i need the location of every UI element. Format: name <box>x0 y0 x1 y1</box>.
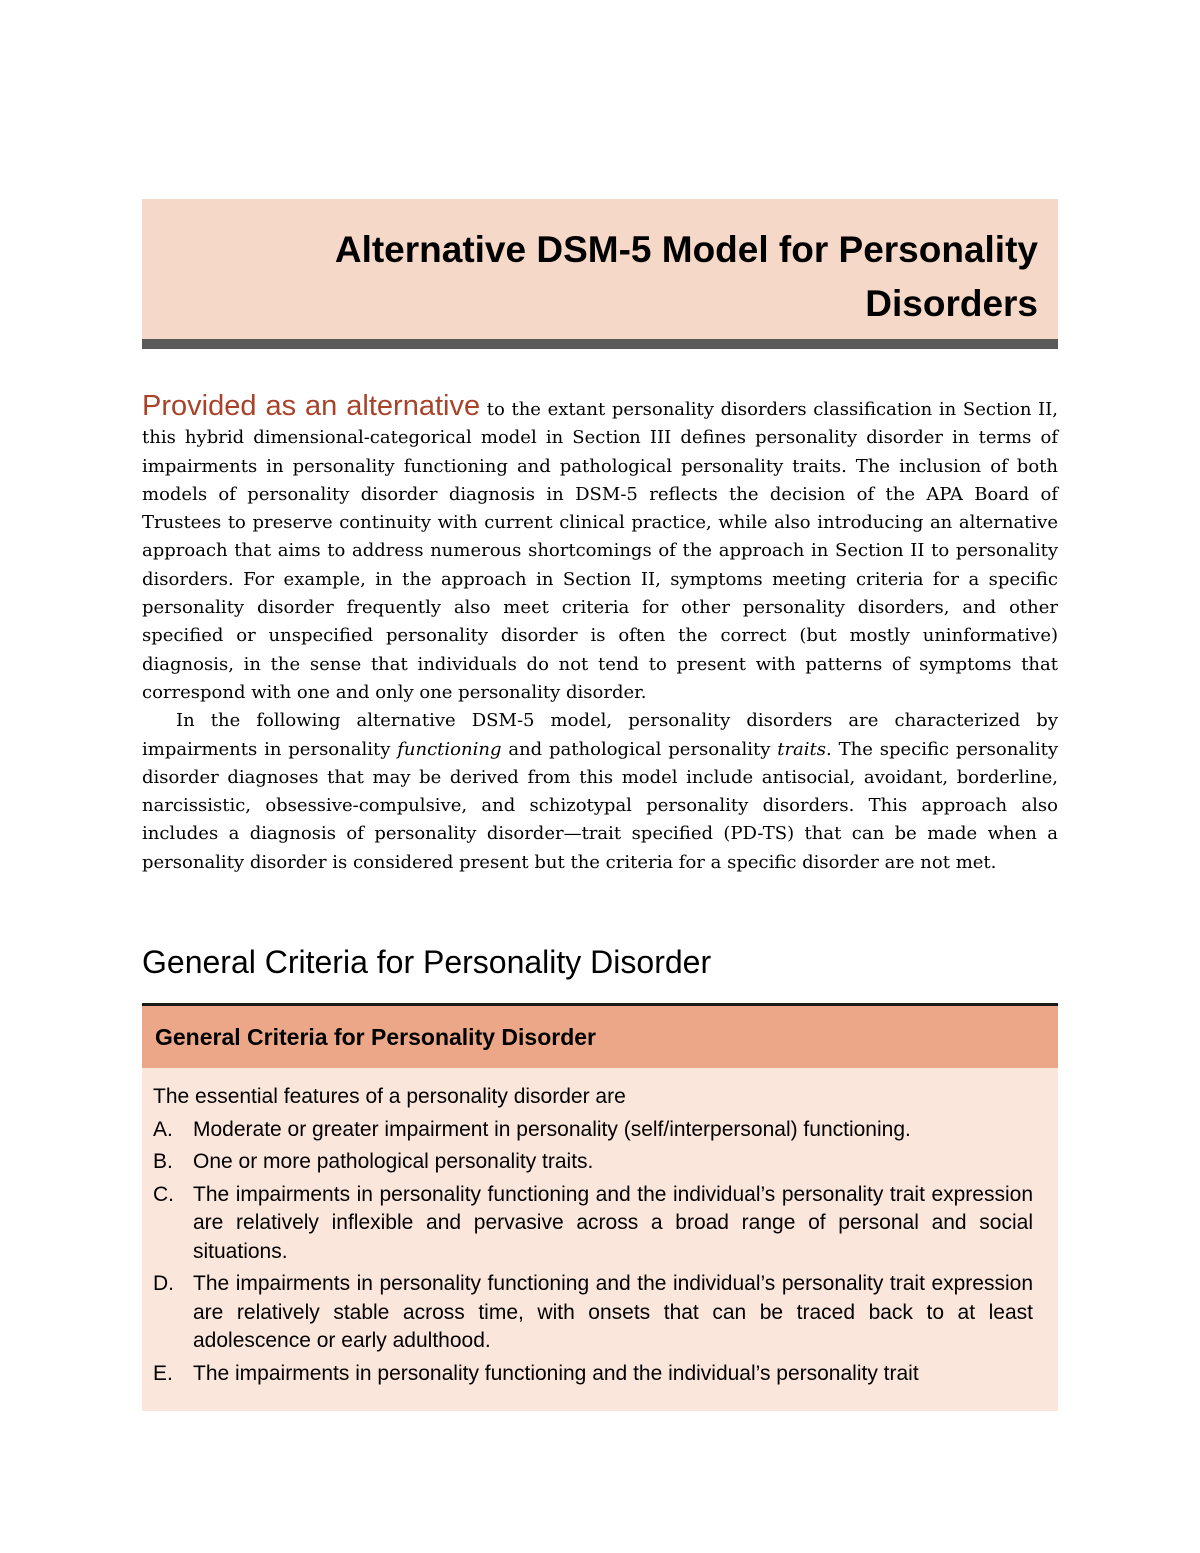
criteria-header <box>142 1006 1058 1068</box>
body-text <box>142 392 1058 877</box>
paragraph-2 <box>142 707 1058 877</box>
title-band <box>142 199 1058 339</box>
criterion-b <box>153 1148 1033 1177</box>
page-title <box>178 223 1038 331</box>
criterion-letter: D. <box>153 1272 174 1295</box>
criterion-text: The impairments in personality functioning and the individual’s personality trait <box>193 1361 919 1385</box>
page-title-line-2: Disorders <box>865 283 1038 324</box>
criterion-a <box>153 1116 1033 1145</box>
paragraph-1-text: to the extant personality disorders classification in Section II, this hybrid dimensional-categorical model in Section III defines personality disorder in terms of impairments in personality functioning and pathological personality traits. The inclusion of both models of personality disorder diagnosis in DSM-5 reflects the decision of the APA Board of Trustees to preserve continuity with current clinical practice, while also introducing an alternative approach that aims to address numerous shortcomings of the approach in Section II to personality disorders. For example, in the approach in Section II, symptoms meeting criteria for a specific personality disorder frequently also meet criteria for other personality disorders, and other specified or unspecified personality disorder is often the correct (but mostly uninformative) diagnosis, in the sense that individuals do not tend to present with patterns of symptoms that correspond with one and only one personality disorder. <box>142 399 1058 703</box>
criteria-box <box>142 1003 1058 1411</box>
criterion-c <box>153 1181 1033 1267</box>
criteria-body <box>153 1083 1033 1392</box>
criterion-e <box>153 1360 1033 1389</box>
title-rule <box>142 339 1058 349</box>
paragraph-2-part-c: . The specific personality disorder diagnoses that may be derived from this model include antisocial, avoidant, borderline, narcissistic, obsessive-compulsive, and schizotypal personality disorders. This approach also includes a diagnosis of personality disorder—trait specified (PD-TS) that can be made when a personality disorder is considered present but the criteria for a specific disorder are not met. <box>142 738 1058 873</box>
criterion-text: Moderate or greater impairment in personality (self/interpersonal) functioning. <box>193 1117 911 1141</box>
criterion-text: One or more pathological personality traits. <box>193 1150 594 1173</box>
page-title-line-1: Alternative DSM-5 Model for Personality <box>334 229 1038 270</box>
criterion-d <box>153 1270 1033 1356</box>
criterion-letter: E. <box>153 1361 173 1385</box>
emphasis-traits: traits <box>777 738 827 760</box>
criterion-letter: B. <box>153 1150 173 1173</box>
section-heading: General Criteria for Personality Disorder <box>142 944 712 980</box>
criteria-intro: The essential features of a personality disorder are <box>153 1085 626 1108</box>
criterion-letter: A. <box>153 1117 173 1141</box>
criteria-header-title: General Criteria for Personality Disorder <box>155 1024 596 1050</box>
lead-phrase: Provided as an alternative <box>142 390 481 422</box>
paragraph-2-part-a: In the following alternative DSM-5 model, personality disorders are characterized by impairments in personality <box>142 710 1058 760</box>
emphasis-functioning: functioning <box>397 738 502 760</box>
paragraph-1 <box>142 392 1058 707</box>
criterion-letter: C. <box>153 1182 174 1206</box>
paragraph-2-part-b: and pathological personality <box>501 738 778 760</box>
criterion-text: The impairments in personality functioning and the individual’s personality trait expression are relatively inflexible and pervasive across a broad range of personal and social situations. <box>193 1182 1033 1263</box>
criterion-text: The impairments in personality functioning and the individual’s personality trait expression are relatively stable across time, with onsets that can be traced back to at least adolescence or early adulthood. <box>193 1272 1033 1352</box>
